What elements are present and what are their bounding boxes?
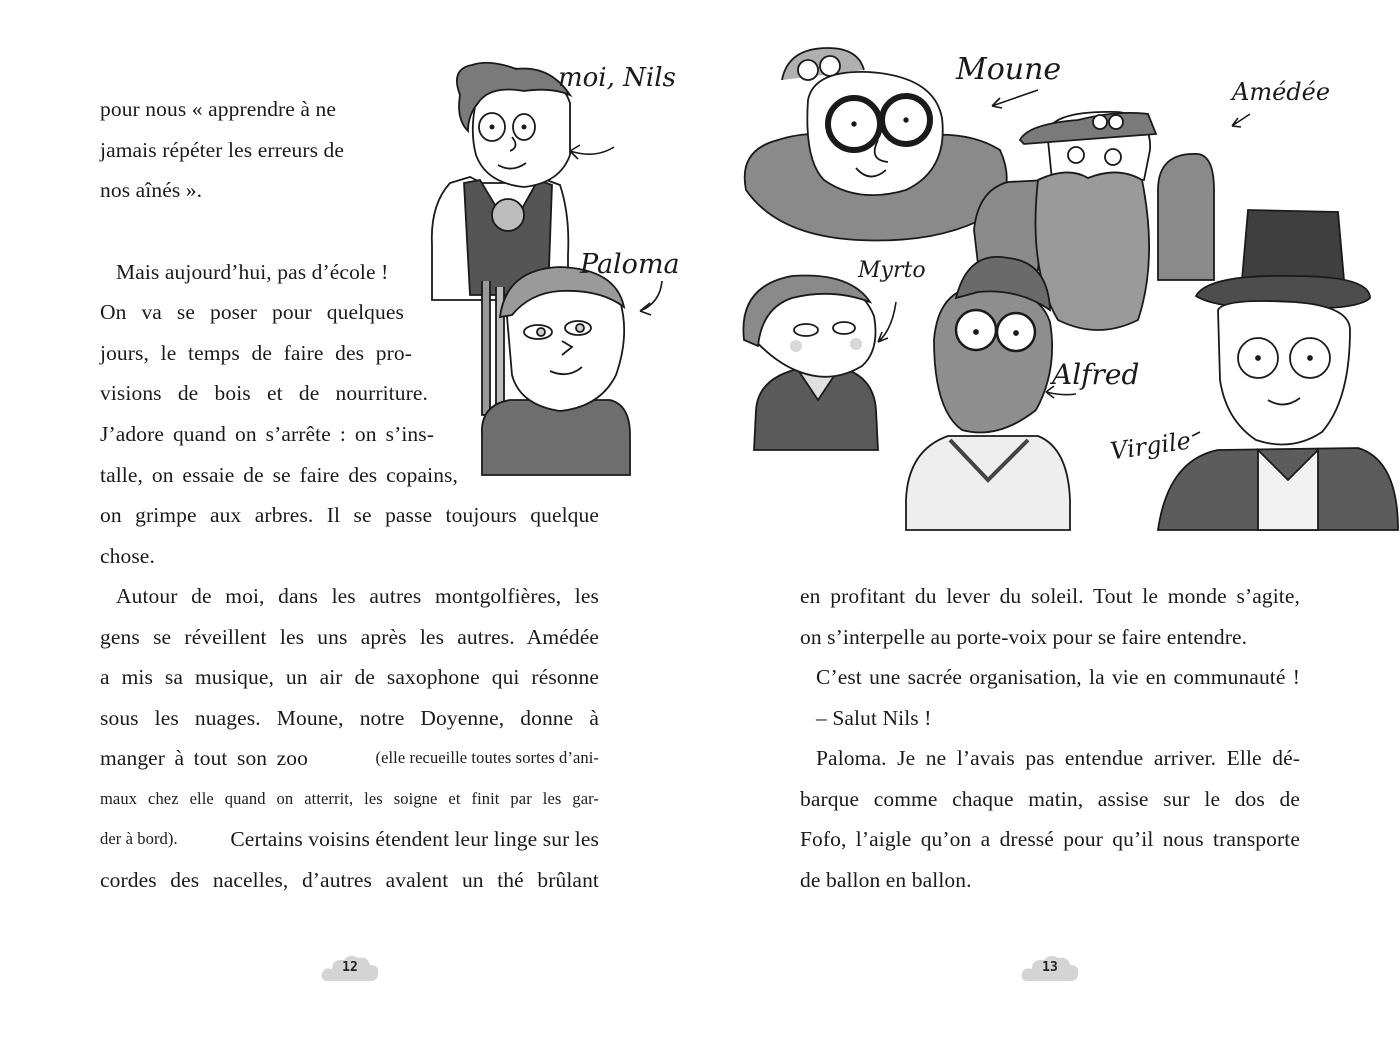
arrow-to-myrto — [878, 302, 896, 342]
label-paloma: Paloma — [580, 249, 680, 280]
text-line: pour nous « apprendre à ne — [100, 97, 337, 121]
arrow-to-amedee — [1232, 114, 1250, 127]
text-segment-small: (elle recueille toutes sortes d’ani- — [375, 748, 599, 767]
text-line: on s’interpelle au porte-voix pour se faire entendre. — [800, 625, 1248, 649]
page-number: 12 — [342, 960, 358, 975]
label-moune: Moune — [956, 52, 1062, 87]
text-line: a mis sa musique, un air de saxophone qui résonne — [100, 665, 599, 689]
illustration-nils-paloma — [420, 55, 700, 475]
text-line: Fofo, l’aigle qu’on a dressé pour qu’il nous transporte — [800, 827, 1300, 851]
arrow-to-moune — [992, 90, 1038, 108]
myrto-figure — [743, 276, 878, 450]
text-line: visions de bois et de nourriture. — [100, 381, 428, 405]
text-line: en profitant du lever du soleil. Tout le monde s’agite, — [800, 584, 1300, 608]
page-number: 13 — [1042, 960, 1058, 975]
text-line: de ballon en ballon. — [800, 868, 972, 892]
text-line: C’est une sacrée organisation, la vie en communauté ! — [816, 665, 1300, 689]
text-line: jamais répéter les erreurs de — [100, 138, 345, 162]
label-virgile: Virgile — [1108, 426, 1193, 466]
paloma-figure — [482, 267, 630, 475]
label-amedee: Amédée — [1232, 78, 1331, 106]
text-line: talle, on essaie de se faire des copains, — [100, 463, 458, 487]
text-segment: manger à tout son zoo — [100, 746, 308, 770]
arrow-to-nils — [570, 145, 614, 159]
page-number-badge — [1020, 953, 1080, 987]
text-line: maux chez elle quand on atterrit, les soigne et finit par les gar- — [100, 789, 599, 808]
text-line: On va se poser pour quelques — [100, 300, 404, 324]
nils-figure — [432, 63, 570, 300]
text-line: cordes des nacelles, d’autres avalent un thé brûlant — [100, 868, 599, 892]
text-line: jours, le temps de faire des pro- — [100, 341, 412, 365]
label-nils: moi, Nils — [558, 63, 676, 93]
label-alfred: Alfred — [1052, 358, 1140, 391]
text-line — [100, 819, 599, 859]
text-line: Autour de moi, dans les autres montgolfières, les — [116, 584, 599, 608]
label-myrto: Myrto — [858, 258, 926, 283]
arrow-to-virgile — [1192, 432, 1200, 436]
characters-drawing — [738, 40, 1398, 530]
text-segment: Certains voisins étendent leur linge sur les — [230, 827, 599, 851]
text-line: Paloma. Je ne l’avais pas entendue arriver. Elle dé- — [816, 746, 1300, 770]
arrow-to-paloma — [640, 281, 662, 315]
alfred-figure — [906, 257, 1070, 530]
page-number-badge — [320, 953, 380, 987]
text-line: J’adore quand on s’arrête : on s’ins- — [100, 422, 434, 446]
right-page — [700, 0, 1400, 1050]
text-line: sous les nuages. Moune, notre Doyenne, donne à — [100, 706, 599, 730]
text-line: gens se réveillent les uns après les autres. Amédée — [100, 625, 599, 649]
illustration-characters — [738, 40, 1398, 530]
text-line: – Salut Nils ! — [816, 706, 932, 730]
text-line: chose. — [100, 544, 155, 568]
text-segment-small: der à bord). — [100, 829, 178, 848]
text-line: barque comme chaque matin, assise sur le dos de — [800, 787, 1300, 811]
text-line: on grimpe aux arbres. Il se passe toujours quelque — [100, 503, 599, 527]
text-line: Mais aujourd’hui, pas d’école ! — [116, 260, 389, 284]
text-line: nos aînés ». — [100, 178, 203, 202]
text-line — [100, 738, 599, 778]
